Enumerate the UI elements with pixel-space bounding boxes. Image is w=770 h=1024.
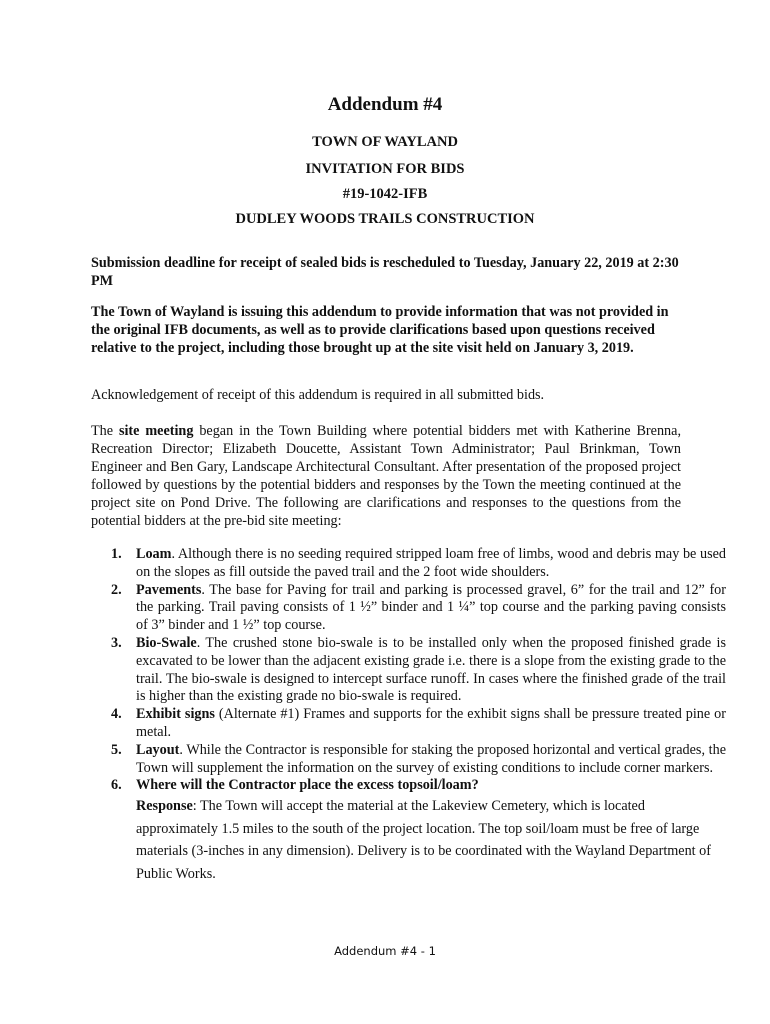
item-text: (Alternate #1) Frames and supports for the exhibit signs shall be pressure treated pine or metal. (136, 706, 726, 740)
response-label: Response (136, 798, 193, 815)
site-meeting-paragraph (91, 422, 681, 530)
header-town: TOWN OF WAYLAND (312, 134, 458, 150)
clarification-list (91, 546, 726, 885)
topsoil-response (136, 795, 726, 885)
item-term: Where will the Contractor place the excess topsoil/loam? (136, 777, 479, 794)
item-text: . While the Contractor is responsible for staking the proposed horizontal and vertical grades, the Town will supplement the information on the survey of existing conditions to include corner markers. (136, 741, 726, 776)
item-number: 3. (111, 634, 122, 651)
item-text: . The base for Paving for trail and parking is processed gravel, 6” for the trail and 12” for the parking. Trail paving consists of 1 ½” binder and 1 ¼” top course and the parking paving consists of 3” binder and 1 ½” top course. (136, 581, 726, 634)
item-term: Layout (136, 741, 180, 758)
header-bid-number: #19-1042-IFB (342, 186, 428, 202)
list-item-topsoil-question (111, 777, 726, 885)
document-title: Addendum #4 (327, 94, 443, 115)
list-item-exhibit-signs (111, 706, 726, 742)
response-text: : The Town will accept the material at the Lakeview Cemetery, which is located approximately 1.5 miles to the south of the project location. The top soil/loam must be free of large materials (3-inches in any dimension). Delivery is to be coordinated with the Wayland Department of Public Works. (136, 798, 711, 882)
site-meeting-term: site meeting (118, 423, 194, 439)
item-text: . Although there is no seeding required stripped loam free of limbs, wood and debris may be used on the slopes as fill outside the paved trail and the 2 foot wide shoulders. (136, 546, 726, 580)
purpose-paragraph: The Town of Wayland is issuing this addendum to provide information that was not provided in the original IFB documents, as well as to provide clarifications based upon questions received relative to the project, including those brought up at the site visit held on January 3, 2019. (91, 304, 669, 356)
site-meeting-prefix: The (91, 423, 119, 439)
acknowledgement-paragraph: Acknowledgement of receipt of this addendum is required in all submitted bids. (91, 387, 545, 403)
item-number: 6. (111, 777, 122, 794)
item-term: Loam (136, 546, 172, 562)
deadline-notice: Submission deadline for receipt of sealed bids is rescheduled to Tuesday, January 22, 2019 at 2:30 PM (91, 255, 679, 289)
item-number: 5. (111, 741, 122, 758)
header-invitation: INVITATION FOR BIDS (305, 161, 465, 177)
list-item-layout (111, 741, 726, 778)
item-term: Exhibit signs (136, 706, 215, 723)
item-term: Pavements (136, 581, 202, 598)
list-item-loam (111, 546, 726, 582)
item-number: 4. (111, 706, 122, 723)
item-number: 2. (111, 581, 122, 598)
list-item-pavements (111, 581, 726, 635)
list-item-bio-swale (111, 634, 726, 706)
item-text: . The crushed stone bio-swale is to be installed only when the proposed finished grade is excavated to be lower than the adjacent existing grade i.e. there is a slope from the existing grade to the trail. The bio-swale is designed to intercept surface runoff. In cases where the finished grade of the trail is higher than the existing grade no bio-swale is required. (136, 634, 726, 705)
page-footer: Addendum #4 - 1 (334, 944, 436, 958)
item-number: 1. (111, 546, 122, 562)
header-project-name: DUDLEY WOODS TRAILS CONSTRUCTION (235, 211, 535, 227)
item-term: Bio-Swale (136, 634, 197, 651)
site-meeting-text: began in the Town Building where potential bidders met with Katherine Brenna, Recreation Director; Elizabeth Doucette, Assistant Town Administrator; Paul Brinkman, Town Engineer and Ben Gary, Landscape Architectural Consultant. After presentation of the proposed project followed by questions by the potential bidders and responses by the Town the meeting continued at the project site on Pond Drive. The following are clarifications and responses to the questions from the potential bidders at the pre-bid site meeting: (91, 423, 681, 529)
